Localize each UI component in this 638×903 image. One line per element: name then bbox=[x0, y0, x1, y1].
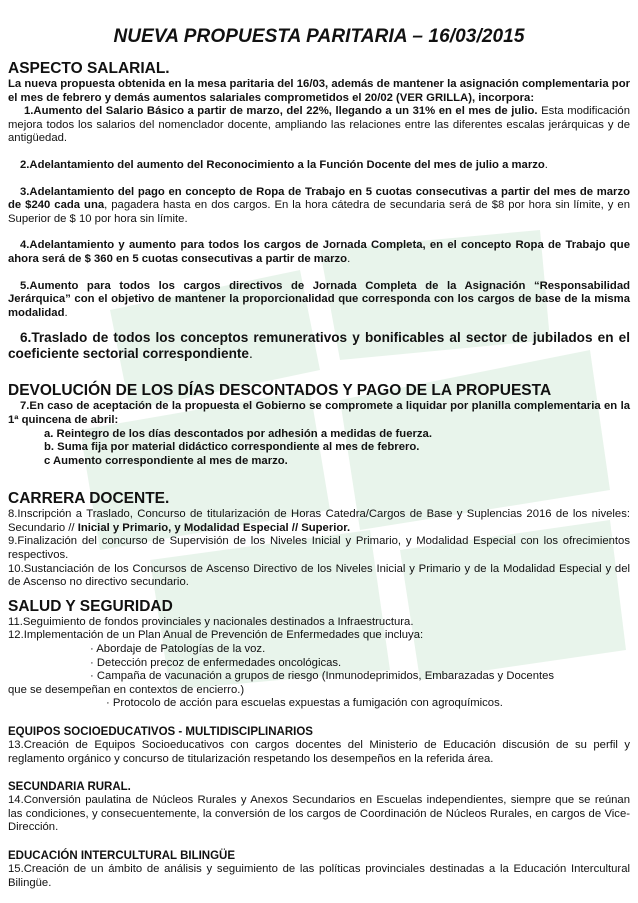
item-12: 12.Implementación de un Plan Anual de Prevención de Enfermedades que incluya: bbox=[8, 629, 424, 642]
item-7-b: b. Suma fija por material didáctico correspondiente al mes de febrero. bbox=[44, 441, 420, 454]
section-heading-bilingue: EDUCACIÓN INTERCULTURAL BILINGÜE bbox=[8, 849, 236, 862]
section-heading-rural: SECUNDARIA RURAL. bbox=[8, 781, 131, 794]
section-heading-equipos: EQUIPOS SOCIOEDUCATIVOS - MULTIDISCIPLINARIOS bbox=[8, 726, 313, 738]
item-14: 14.Conversión paulatina de Núcleos Rurales y Anexos Secundarios en Escuelas independientes, siempre que se reúnan las condiciones, y consecuentemente, la conversión de los cargos de Coordinación de Núcleos Rurales, en cargos de Vice-Dirección. bbox=[8, 794, 630, 834]
item-5-text: . bbox=[64, 306, 68, 319]
item-7: 7.En caso de aceptación de la propuesta el Gobierno se compromete a liquidar por planilla complementaria en la 1ª quincena de abril: bbox=[8, 400, 630, 426]
document-page bbox=[8, 26, 630, 890]
bullet-1: · Abordaje de Patologías de la voz. bbox=[90, 643, 266, 656]
item-1 bbox=[8, 105, 630, 146]
item-6 bbox=[8, 330, 630, 362]
section-heading-devolucion: DEVOLUCIÓN DE LOS DÍAS DESCONTADOS Y PAGO DE LA PROPUESTA bbox=[8, 382, 552, 400]
bullet-3-continued: que se desempeñan en contextos de encierro.) bbox=[8, 683, 245, 696]
item-15: 15.Creación de un ámbito de análisis y seguimiento de las políticas provinciales destinadas a la Educación Intercultural Bilingüe. bbox=[8, 862, 630, 889]
bullet-4: · Protocolo de acción para escuelas expuestas a fumigación con agroquímicos. bbox=[106, 697, 503, 710]
item-8 bbox=[8, 508, 630, 535]
item-9: 9.Finalización del concurso de Supervisión de los Niveles Inicial y Primario, y Modalidad Especial con los ofrecimientos respectivos. bbox=[8, 535, 630, 562]
item-1-text: Esta modificación mejora todos los salarios del nomenclador docente, ampliando las relaciones entre las diferentes escalas jerárquicas y de antigüedad. bbox=[8, 105, 630, 145]
section-heading-carrera: CARRERA DOCENTE. bbox=[8, 490, 170, 508]
item-6-text: . bbox=[249, 346, 253, 362]
section-heading-salarial: ASPECTO SALARIAL. bbox=[8, 60, 170, 77]
section-heading-salud: SALUD Y SEGURIDAD bbox=[8, 597, 173, 615]
salarial-intro: La nueva propuesta obtenida en la mesa paritaria del 16/03, además de mantener la asignación complementaria por el mes de febrero y demás aumentos salariales comprometidos el 20/02 (VER GRILLA), incorpora: bbox=[8, 78, 630, 104]
item-2-bold: 2.Adelantamiento del aumento del Reconocimiento a la Función Docente del mes de julio a marzo bbox=[20, 158, 545, 171]
item-3 bbox=[8, 186, 630, 227]
item-4 bbox=[8, 239, 630, 266]
item-8-bold: Inicial y Primario, y Modalidad Especial // Superior. bbox=[77, 521, 351, 534]
item-13: 13.Creación de Equipos Socioeducativos con cargos docentes del Ministerio de Educación discusión de su perfil y reglamento orgánico y concurso de titularización respetando los desempeños en la referida área. bbox=[8, 739, 630, 765]
item-11: 11.Seguimiento de fondos provinciales y nacionales destinados a Infraestructura. bbox=[8, 615, 414, 628]
bullet-2: · Detección precoz de enfermedades oncológicas. bbox=[90, 656, 342, 669]
item-2-text: . bbox=[544, 158, 548, 171]
bullet-3: · Campaña de vacunación a grupos de riesgo (Inmunodeprimidos, Embarazadas y Docentes bbox=[90, 670, 555, 683]
page-title: NUEVA PROPUESTA PARITARIA – 16/03/2015 bbox=[113, 26, 525, 47]
item-4-text: . bbox=[347, 252, 351, 265]
item-7-a: a. Reintegro de los días descontados por adhesión a medidas de fuerza. bbox=[44, 427, 432, 440]
item-3-text: , pagadera hasta en dos cargos. En la hora cátedra de secundaria será de $8 por hora sin límite, y en Superior de $ 10 por hora sin límite. bbox=[8, 199, 630, 225]
item-2 bbox=[8, 159, 630, 173]
item-5 bbox=[8, 280, 630, 321]
item-3-bold: 3.Adelantamiento del pago en concepto de Ropa de Trabajo en 5 cuotas consecutivas a partir del mes de marzo de $240 cada una bbox=[8, 185, 630, 212]
item-8-text: 8.Inscripción a Traslado, Concurso de titularización de Horas Catedra/Cargos de Base y Suplencias 2016 de los niveles: Secundario // bbox=[8, 508, 630, 534]
item-5-bold: 5.Aumento para todos los cargos directivos de Jornada Completa de la Asignación “Responsabilidad Jerárquica” con el objetivo de mantener la proporcionalidad que corresponda con los cargos de base de la misma modalidad bbox=[8, 279, 630, 319]
item-4-bold: 4.Adelantamiento y aumento para todos los cargos de Jornada Completa, en el concepto Ropa de Trabajo que ahora será de $ 360 en 5 cuotas consecutivas a partir de marzo bbox=[8, 239, 630, 265]
item-10: 10.Sustanciación de los Concursos de Ascenso Directivo de los Niveles Inicial y Primario y de la Modalidad Especial y del de Ascenso no directivo secundario. bbox=[8, 562, 630, 589]
item-7-c: c Aumento correspondiente al mes de marzo. bbox=[44, 454, 288, 467]
item-6-bold: 6.Traslado de todos los conceptos remunerativos y bonificables al sector de jubilados en el coeficiente sectorial correspondiente bbox=[8, 330, 630, 362]
item-1-bold: 1.Aumento del Salario Básico a partir de marzo, del 22%, llegando a un 31% en el mes de julio. bbox=[24, 105, 538, 118]
